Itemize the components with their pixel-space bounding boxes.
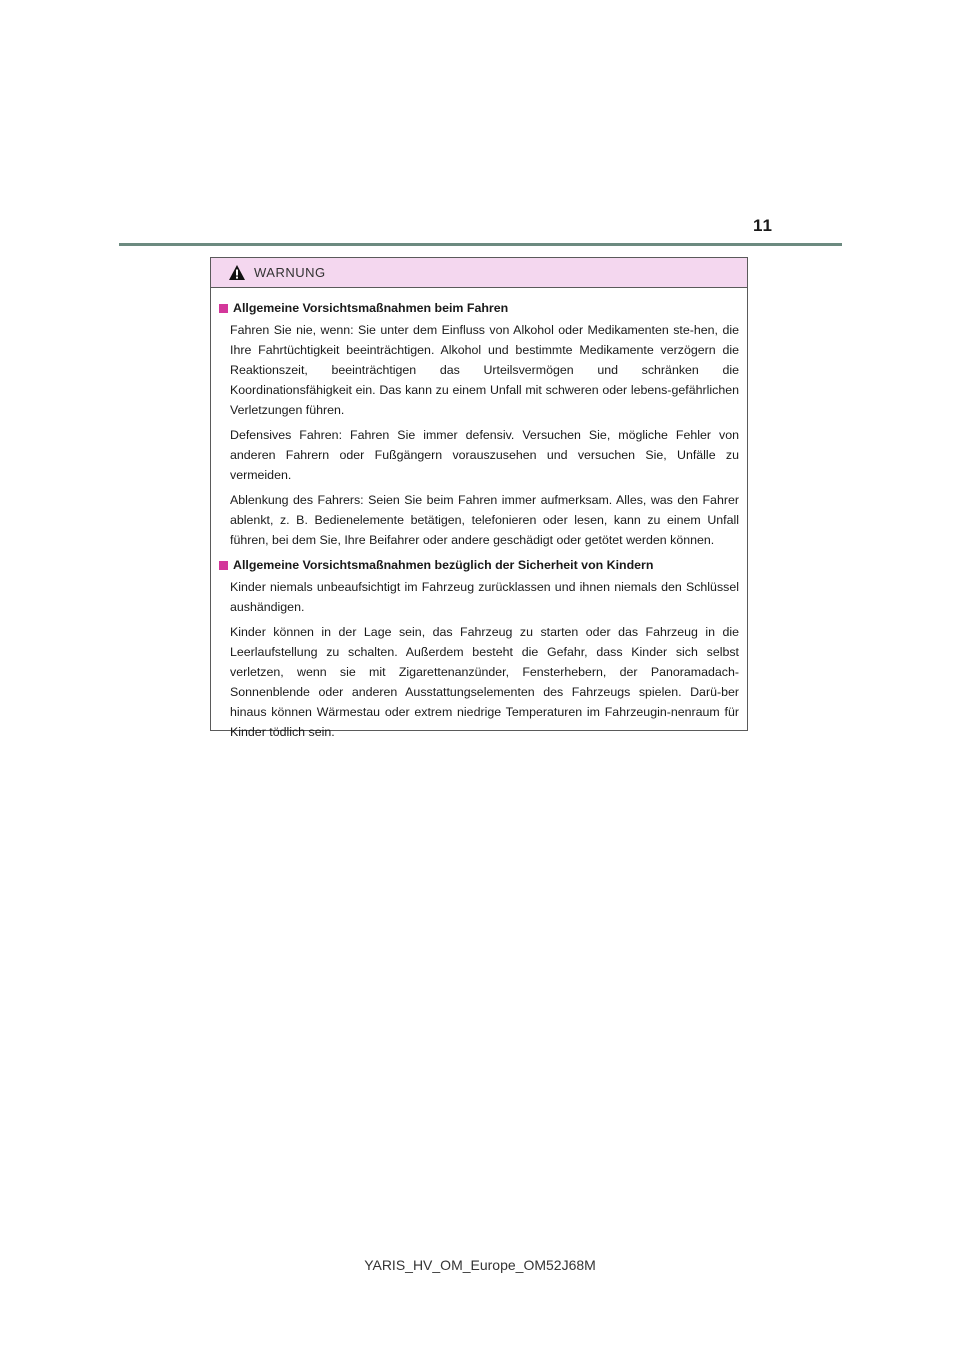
warning-box (210, 257, 748, 739)
page-number: 11 (753, 216, 773, 235)
paragraph: Defensives Fahren: Fahren Sie immer defensiv. Versuchen Sie, mögliche Fehler von anderen Fahrern oder Fußgängern vorauszusehen und versuchen Sie, Unfälle zu vermeiden. (230, 428, 739, 482)
warning-label: WARNUNG (254, 265, 326, 280)
section-title-children (219, 555, 739, 575)
paragraph: Kinder niemals unbeaufsichtigt im Fahrzeug zurücklassen und ihnen niemals den Schlüssel aushändigen. (230, 580, 739, 614)
header-rule (119, 243, 842, 246)
paragraph: Kinder können in der Lage sein, das Fahrzeug zu starten oder das Fahrzeug in die Leerlaufstellung zu schalten. Außerdem besteht die Gefahr, dass Kinder sich selbst verletzen, wenn sie mit Zigarettenanzünder, Fensterhebern, der Panoramadach-Sonnenblende oder anderen Ausstattungselementen des Fahrzeugs spielen. Darü-ber hinaus können Wärmestau oder extrem niedrige Temperaturen im Fahrzeugin-nenraum für Kinder tödlich sein. (230, 625, 739, 739)
paragraph: Fahren Sie nie, wenn: Sie unter dem Einfluss von Alkohol oder Medikamenten ste-hen, die Ihre Fahrtüchtigkeit beeinträchtigen. Alkohol und bestimmte Medikamente verzögern die Reaktionszeit, beeinträchtigen das Urteilsvermögen und schränken die Koordinationsfähigkeit ein. Das kann zu einem Unfall mit schweren oder lebens-gefährlichen Verletzungen führen. (230, 323, 739, 417)
warning-header (211, 258, 747, 288)
section-title-driving (219, 298, 739, 318)
warning-body (211, 288, 747, 742)
section-title-text: Allgemeine Vorsichtsmaßnahmen bezüglich der Sicherheit von Kindern (233, 558, 654, 572)
warning-triangle-icon (228, 264, 246, 281)
square-bullet-icon (219, 561, 228, 570)
section-title-text: Allgemeine Vorsichtsmaßnahmen beim Fahren (233, 301, 509, 315)
footer-document-code: YARIS_HV_OM_Europe_OM52J68M (364, 1257, 596, 1273)
square-bullet-icon (219, 304, 228, 313)
paragraph: Ablenkung des Fahrers: Seien Sie beim Fahren immer aufmerksam. Alles, was den Fahrer ablenkt, z. B. Bedienelemente betätigen, telefonieren oder lesen, kann zu einem Unfall führen, bei dem Sie, Ihre Beifahrer oder andere geschädigt oder getötet werden können. (230, 493, 739, 547)
